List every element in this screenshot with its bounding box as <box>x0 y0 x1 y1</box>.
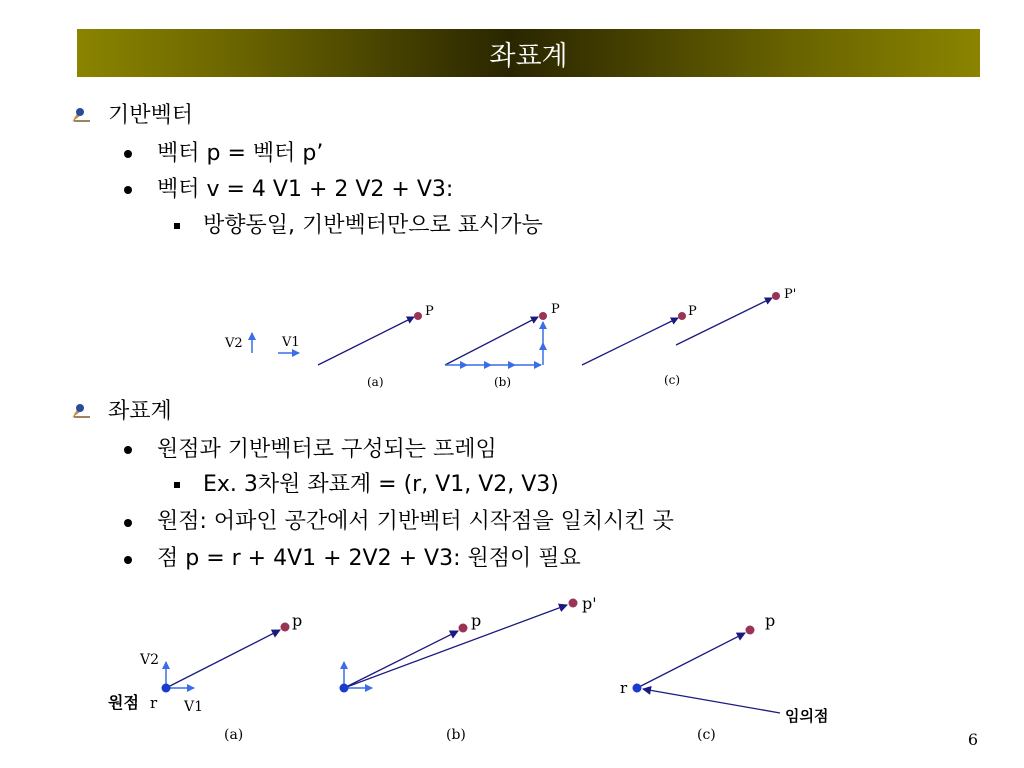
figure2-panel-b <box>340 594 597 743</box>
vector-to-p <box>344 631 458 688</box>
point-p-label: p <box>292 611 303 630</box>
origin-point <box>633 684 642 693</box>
point-p-label: p <box>765 611 776 630</box>
point-p-prime-label: P' <box>784 287 797 302</box>
section1-item-1: 벡터 p = 벡터 p’ <box>157 141 324 166</box>
section1-sub-item-1: 방향동일, 기반벡터만으로 표시가능 <box>203 213 543 238</box>
point-p <box>459 624 468 633</box>
page-number: 6 <box>967 730 978 749</box>
origin-point <box>162 684 171 693</box>
section2-sub-item-1: Ex. 3차원 좌표계 = (r, V1, V2, V3) <box>203 472 559 497</box>
section1-heading: 기반벡터 <box>108 103 194 128</box>
section2-item-1: 원점과 기반벡터로 구성되는 프레임 <box>157 437 497 462</box>
v1-label: V1 <box>282 335 300 350</box>
v2-label: V2 <box>225 336 243 351</box>
section2-heading: 좌표계 <box>108 399 172 424</box>
origin-point <box>340 684 349 693</box>
caption-c: (c) <box>664 373 681 387</box>
vector-to-p <box>637 633 745 688</box>
point-p-label: P <box>688 304 697 319</box>
origin-r-label: r <box>150 694 158 712</box>
caption-a: (a) <box>224 727 244 743</box>
point-p-label: P <box>551 302 560 317</box>
caption-c: (c) <box>697 727 716 743</box>
point-p-prime-label: p' <box>582 594 597 613</box>
point-p-label: p <box>471 611 482 630</box>
section1-item-2: 벡터 v = 4 V1 + 2 V2 + V3: <box>157 177 454 202</box>
origin-r-label: r <box>620 679 628 697</box>
section2-item-2: 원점: 어파인 공간에서 기반벡터 시작점을 일치시킨 곳 <box>157 509 674 534</box>
caption-b: (b) <box>494 375 512 389</box>
vector-to-p <box>166 630 280 688</box>
caption-a: (a) <box>367 375 384 389</box>
figure2-panel-a <box>108 611 302 743</box>
slide-title: 좌표계 <box>489 40 568 72</box>
caption-b: (b) <box>446 727 466 743</box>
v2-label: V2 <box>140 652 160 668</box>
section2-item-3: 점 p = r + 4V1 + 2V2 + V3: 원점이 필요 <box>157 546 581 571</box>
point-p-prime <box>569 599 578 608</box>
v1-label: V1 <box>184 699 204 715</box>
vector-from-arbitrary <box>643 689 780 713</box>
point-p <box>281 623 290 632</box>
origin-label: 원점 <box>108 693 139 712</box>
point-p-label: P <box>425 304 434 319</box>
point-p <box>746 626 755 635</box>
figure2-panel-c <box>620 611 828 743</box>
arbitrary-point-label: 임의점 <box>785 707 829 725</box>
vector-to-p-prime <box>344 605 567 688</box>
